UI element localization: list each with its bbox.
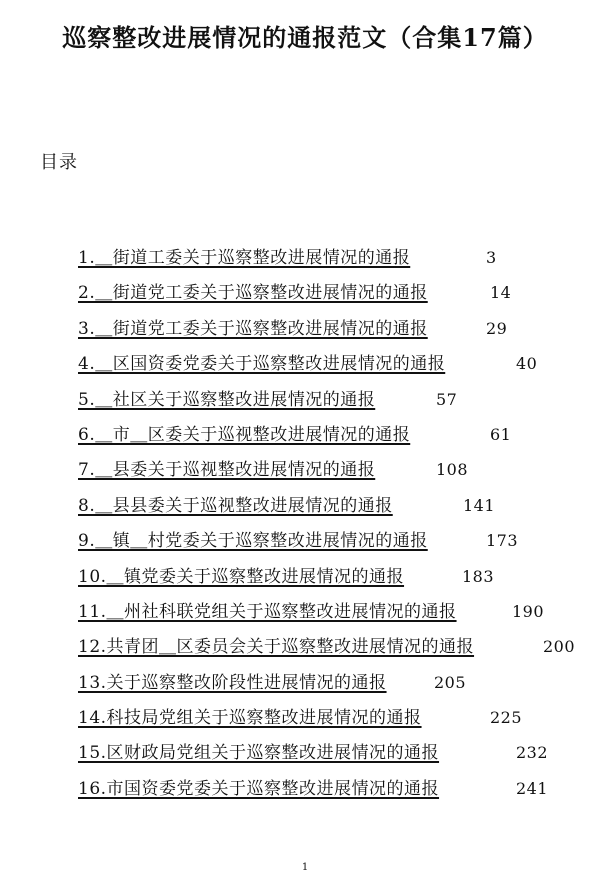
- toc-entry-page-number: 225: [490, 708, 523, 728]
- toc-entry-page-number: 183: [462, 566, 495, 586]
- toc-entry-link[interactable]: 10.＿镇党委关于巡察整改进展情况的通报: [78, 566, 405, 587]
- toc-entry-link[interactable]: 3.＿街道党工委关于巡察整改进展情况的通报: [78, 318, 428, 339]
- toc-entry-link[interactable]: 11.＿州社科联党组关于巡察整改进展情况的通报: [78, 601, 457, 622]
- toc-heading: 目录: [40, 152, 78, 173]
- toc-entry-page-number: 141: [463, 495, 496, 515]
- toc-entry-page-number: 205: [434, 672, 467, 692]
- page-number: 1: [301, 862, 309, 873]
- document-title: 巡察整改进展情况的通报范文（合集17篇）: [62, 23, 548, 52]
- toc-entry-page-number: 232: [516, 743, 549, 763]
- toc-entry-link[interactable]: 6.＿市＿区委关于巡视整改进展情况的通报: [78, 424, 411, 445]
- toc-entry-link[interactable]: 4.＿区国资委党委关于巡察整改进展情况的通报: [78, 354, 446, 375]
- toc-entry-link[interactable]: 8.＿县县委关于巡视整改进展情况的通报: [78, 495, 393, 516]
- toc-entry-page-number: 108: [436, 460, 469, 480]
- toc-entry-page-number: 190: [512, 601, 545, 621]
- toc-entry-link[interactable]: 1.＿街道工委关于巡察整改进展情况的通报: [78, 248, 411, 268]
- toc-entry-page-number: 173: [486, 531, 519, 551]
- toc-entry-link[interactable]: 14.科技局党组关于巡察整改进展情况的通报: [78, 708, 422, 729]
- toc-entry-link[interactable]: 7.＿县委关于巡视整改进展情况的通报: [78, 460, 376, 481]
- toc-entry-link[interactable]: 12.共青团＿区委员会关于巡察整改进展情况的通报: [78, 637, 475, 658]
- toc-entry-link[interactable]: 2.＿街道党工委关于巡察整改进展情况的通报: [78, 283, 428, 304]
- toc-entry-page-number: 241: [516, 778, 549, 798]
- toc-entry-link[interactable]: 13.关于巡察整改阶段性进展情况的通报: [78, 672, 387, 693]
- toc-entry-page-number: 3: [486, 248, 497, 267]
- toc-entry-link[interactable]: 9.＿镇＿村党委关于巡察整改进展情况的通报: [78, 531, 428, 552]
- toc-entry-page-number: 29: [486, 318, 508, 338]
- toc-entry-page-number: 61: [490, 424, 512, 444]
- toc-entry-link[interactable]: 15.区财政局党组关于巡察整改进展情况的通报: [78, 743, 440, 764]
- toc-entry-page-number: 40: [516, 354, 538, 374]
- toc-entry-link[interactable]: 16.市国资委党委关于巡察整改进展情况的通报: [78, 778, 440, 799]
- toc-entry-page-number: 14: [490, 283, 512, 303]
- toc-entry-page-number: 57: [436, 389, 458, 409]
- toc-entry-page-number: 200: [543, 637, 576, 657]
- toc-entry-link[interactable]: 5.＿社区关于巡察整改进展情况的通报: [78, 389, 376, 410]
